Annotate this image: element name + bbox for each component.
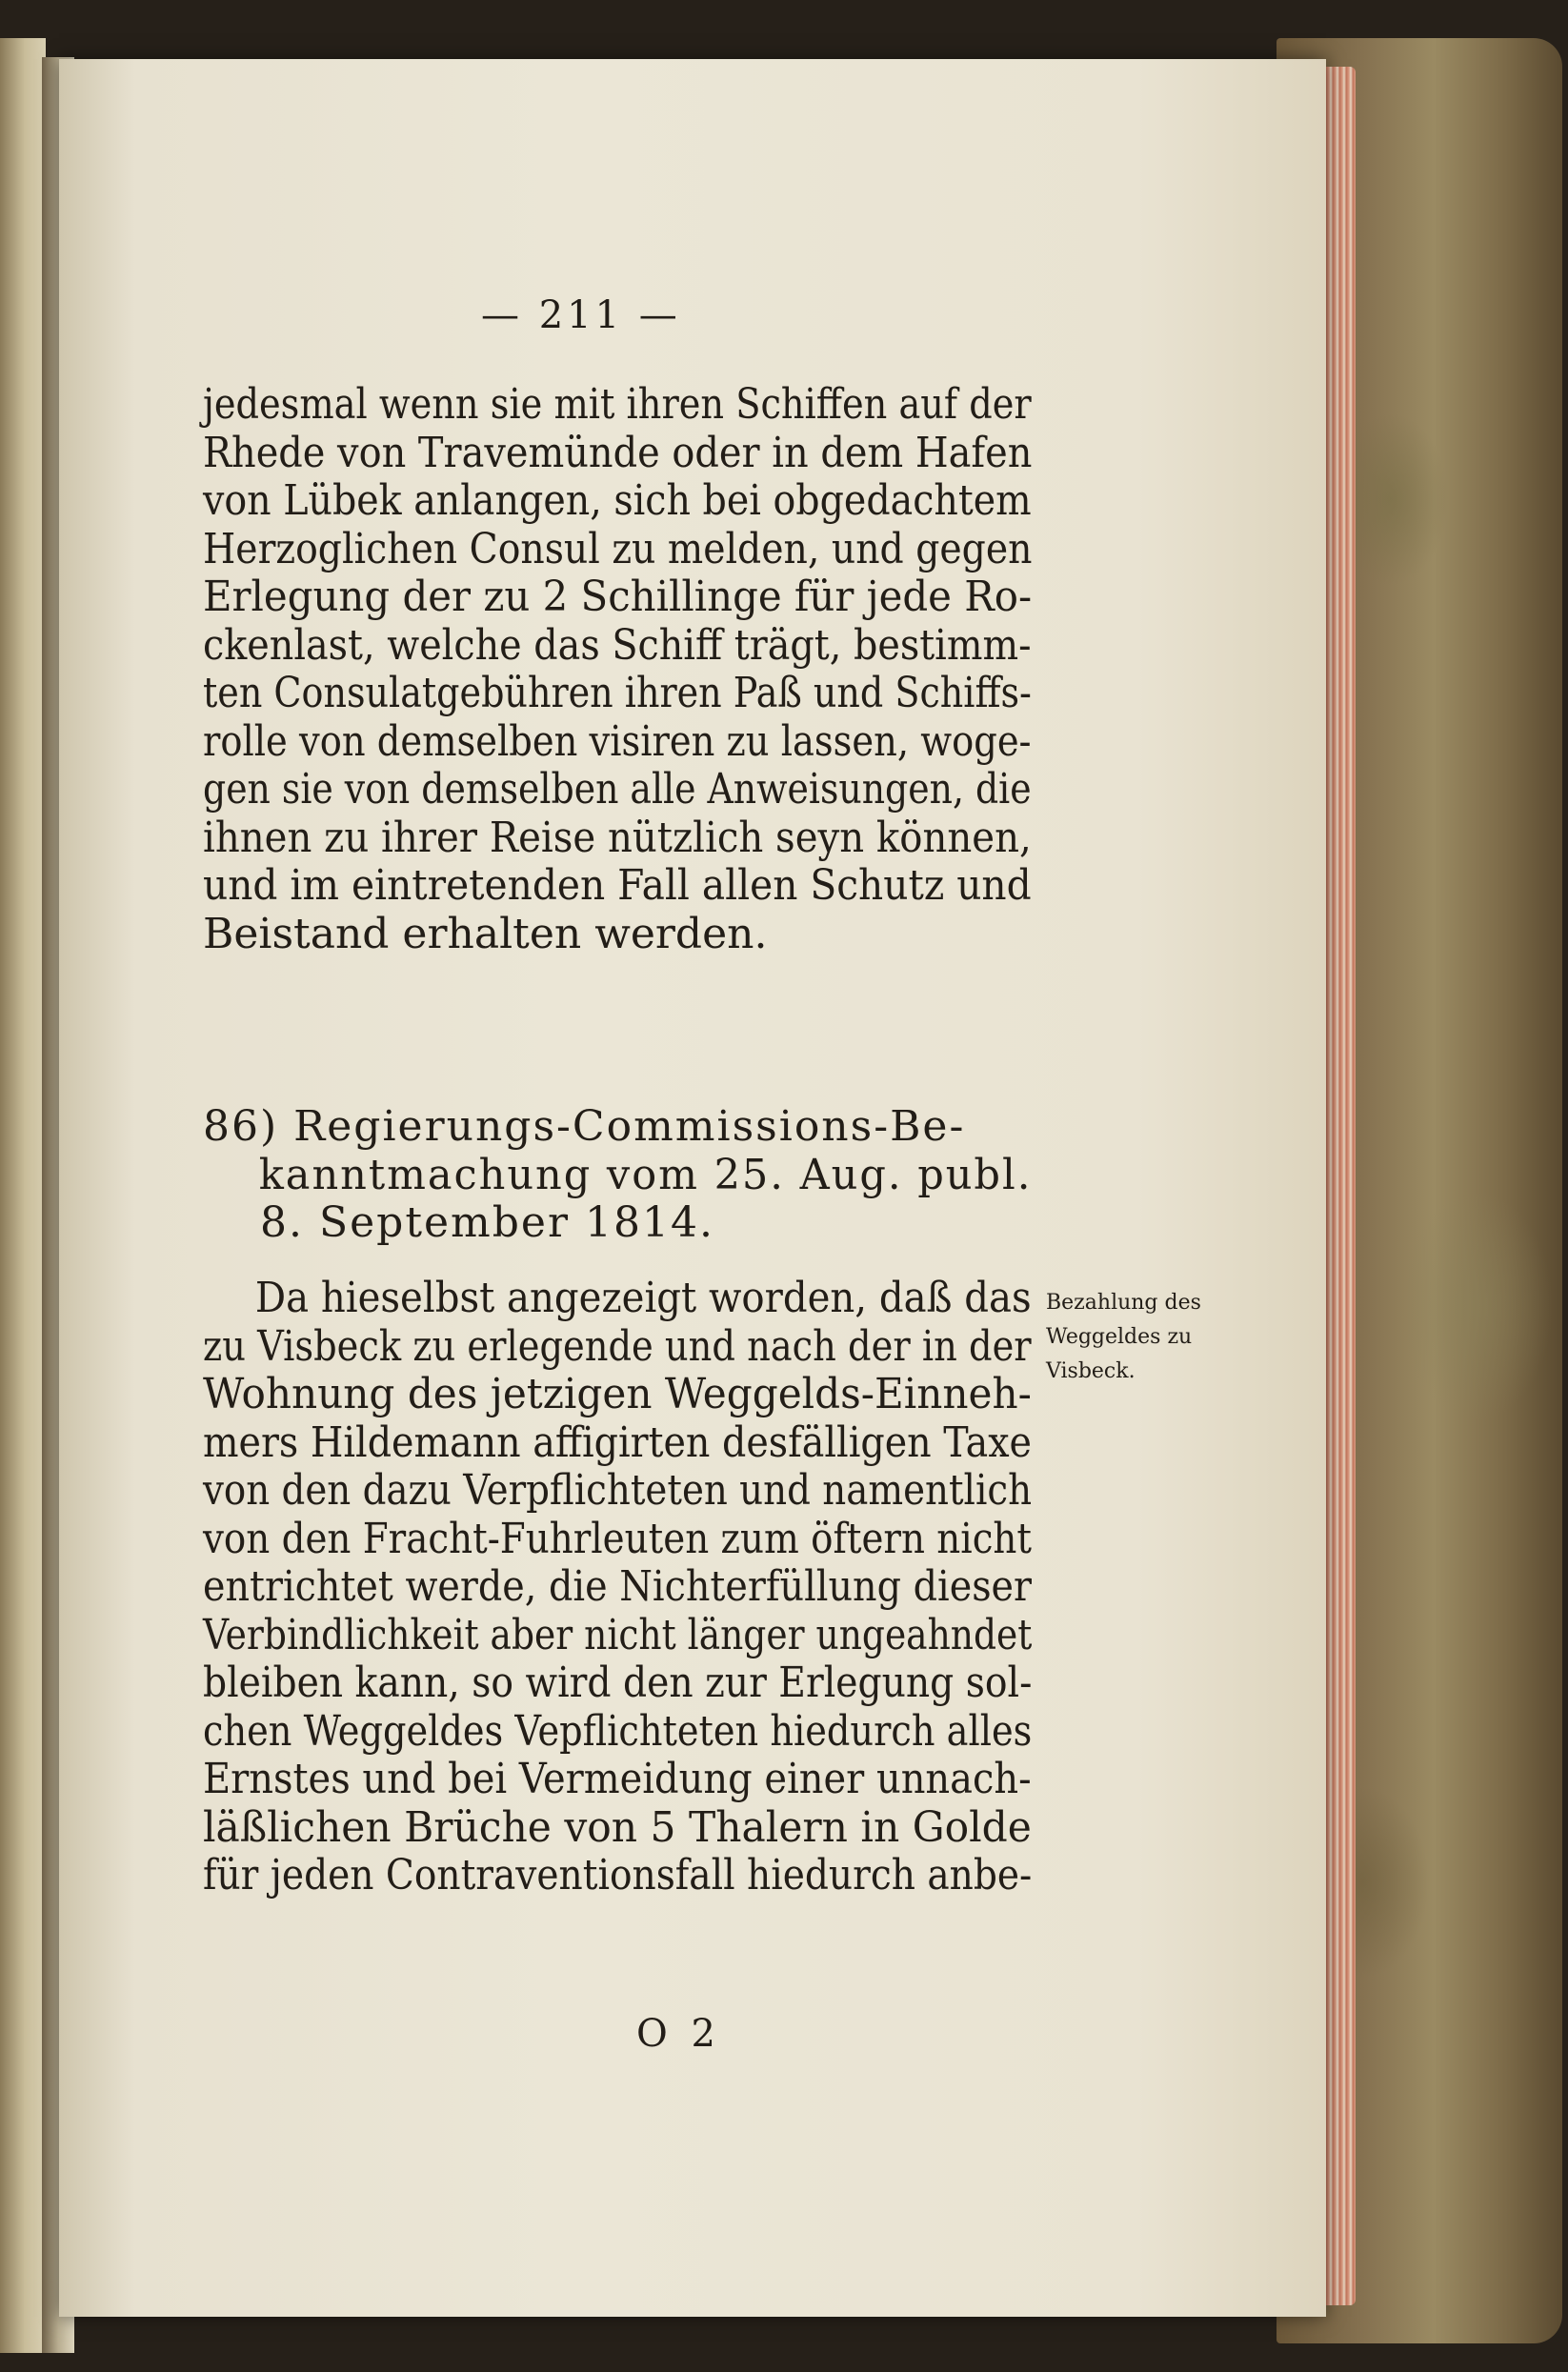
margin-note-line: Bezahlung des <box>1046 1291 1201 1315</box>
text-line: Erlegung der zu 2 Schillinge für jede Ro- <box>203 573 1033 621</box>
signature-mark: O 2 <box>636 2012 721 2056</box>
heading-line-text: 8. September 1814. <box>260 1198 714 1247</box>
text-line: für jeden Contraventionsfall hiedurch anbe- <box>203 1851 1033 1900</box>
heading-line <box>203 1199 1050 1248</box>
text-line: entrichtet werde, die Nichterfüllung dieser <box>203 1562 1033 1611</box>
text-line: jedesmal wenn sie mit ihren Schiffen auf der <box>203 380 1032 429</box>
page-number: — 211 — <box>481 293 681 337</box>
text-line: und im eintretenden Fall allen Schutz und <box>203 861 1032 910</box>
text-line: Wohnung des jetzigen Weggelds-Einneh- <box>203 1370 1032 1418</box>
text-line: bleiben kann, so wird den zur Erlegung sol- <box>203 1658 1033 1707</box>
text-line: gen sie von demselben alle Anweisungen, die <box>203 765 1032 814</box>
section-heading <box>203 1103 1050 1248</box>
text-line: ten Consulatgebühren ihren Paß und Schiffs- <box>203 669 1032 717</box>
left-page-edge <box>0 38 46 2353</box>
text-line: ckenlast, welche das Schiff trägt, bestimm- <box>203 620 1032 670</box>
paragraph-1 <box>203 381 1167 958</box>
text-line: von Lübek anlangen, sich bei obgedachtem <box>203 476 1032 525</box>
text-line: Beistand erhalten werden. <box>203 909 768 958</box>
text-line: von den Fracht-Fuhrleuten zum öftern nicht <box>203 1514 1033 1563</box>
text-line: zu Visbeck zu erlegende und nach der in der <box>203 1321 1032 1371</box>
text-line: Herzoglichen Consul zu melden, und gegen <box>203 524 1033 573</box>
text-line: rolle von demselben visiren zu lassen, woge- <box>203 716 1032 766</box>
paragraph-2 <box>203 1275 1174 1900</box>
margin-note-line: Weggeldes zu <box>1046 1325 1193 1349</box>
text-line: chen Weggeldes Vepflichteten hiedurch alles <box>203 1706 1033 1756</box>
heading-line: 86) Regierungs-Commissions-Be- <box>203 1102 966 1151</box>
heading-line <box>203 1152 1032 1200</box>
text-line-content: Da hieselbst angezeigt worden, daß das <box>254 1274 1032 1322</box>
text-line: von den dazu Verpflichteten und namentlich <box>203 1466 1033 1515</box>
text-line: mers Hildemann affigirten desfälligen Taxe <box>203 1417 1032 1467</box>
text-line: Verbindlichkeit aber nicht länger ungeahndet <box>203 1610 1033 1659</box>
text-line: ihnen zu ihrer Reise nützlich seyn können, <box>203 813 1032 862</box>
margin-note-line: Visbeck. <box>1046 1359 1136 1383</box>
text-line: Ernstes und bei Vermeidung einer unnach- <box>203 1755 1032 1803</box>
text-line: läßlichen Brüche von 5 Thalern in Golde <box>203 1802 1032 1852</box>
text-line: Rhede von Travemünde oder in dem Hafen <box>203 428 1033 477</box>
heading-line-text: kanntmachung vom 25. Aug. publ. <box>258 1150 1033 1199</box>
text-line <box>203 1275 1091 1323</box>
